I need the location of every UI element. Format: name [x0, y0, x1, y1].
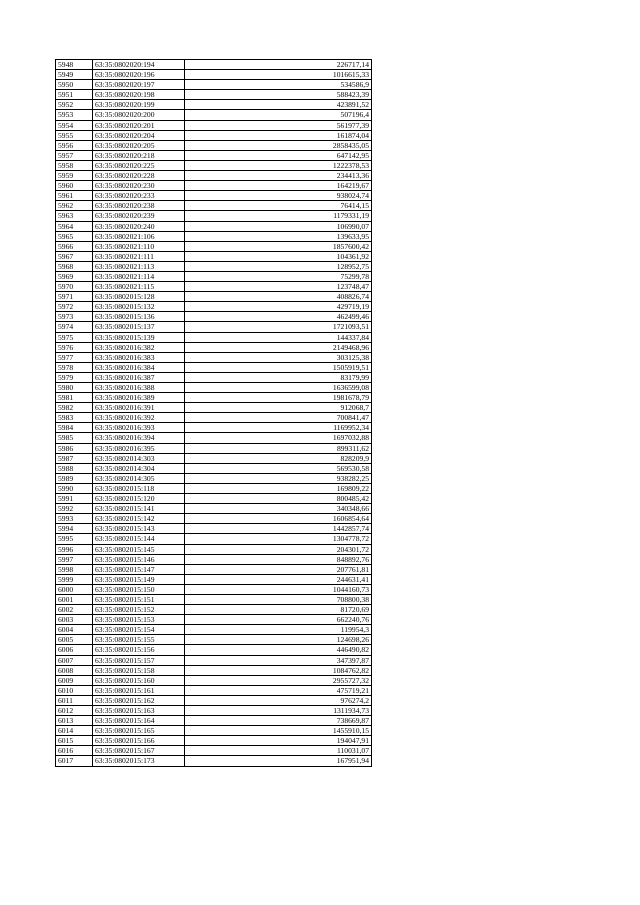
value-cell: 938282,25: [185, 473, 372, 483]
cadastral-number-cell: 63:35:0802020:238: [93, 201, 185, 211]
value-cell: 1721093,51: [185, 322, 372, 332]
cadastral-number-cell: 63:35:0802020:228: [93, 171, 185, 181]
row-number-cell: 5953: [56, 110, 93, 120]
row-number-cell: 5974: [56, 322, 93, 332]
cadastral-number-cell: 63:35:0802015:161: [93, 685, 185, 695]
value-cell: 561977,39: [185, 120, 372, 130]
cadastral-number-cell: 63:35:0802020:198: [93, 90, 185, 100]
value-cell: 106990,07: [185, 221, 372, 231]
value-cell: 662240,76: [185, 615, 372, 625]
table-row: [56, 726, 372, 736]
row-number-cell: 6016: [56, 746, 93, 756]
row-number-cell: 5998: [56, 564, 93, 574]
row-number-cell: 5955: [56, 130, 93, 140]
value-cell: 1857600,42: [185, 241, 372, 251]
value-cell: 244631,41: [185, 574, 372, 584]
table-row: [56, 292, 372, 302]
table-row: [56, 393, 372, 403]
table-row: [56, 716, 372, 726]
cadastral-number-cell: 63:35:0802015:156: [93, 645, 185, 655]
row-number-cell: 6011: [56, 695, 93, 705]
table-row: [56, 504, 372, 514]
row-number-cell: 5996: [56, 544, 93, 554]
table-row: [56, 150, 372, 160]
table-row: [56, 181, 372, 191]
table-row: [56, 271, 372, 281]
table-row: [56, 403, 372, 413]
row-number-cell: 5961: [56, 191, 93, 201]
row-number-cell: 5965: [56, 231, 93, 241]
table-row: [56, 231, 372, 241]
row-number-cell: 5964: [56, 221, 93, 231]
table-row: [56, 302, 372, 312]
value-cell: 1016615,33: [185, 70, 372, 80]
row-number-cell: 5957: [56, 150, 93, 160]
row-number-cell: 5963: [56, 211, 93, 221]
value-cell: 647142,95: [185, 150, 372, 160]
table-row: [56, 605, 372, 615]
table-row: [56, 241, 372, 251]
cadastral-number-cell: 63:35:0802014:303: [93, 453, 185, 463]
cadastral-number-cell: 63:35:0802015:139: [93, 332, 185, 342]
row-number-cell: 5977: [56, 352, 93, 362]
cadastral-number-cell: 63:35:0802015:160: [93, 675, 185, 685]
cadastral-number-cell: 63:35:0802016:383: [93, 352, 185, 362]
table-row: [56, 332, 372, 342]
table-row: [56, 453, 372, 463]
table-row: [56, 100, 372, 110]
table-row: [56, 665, 372, 675]
table-row: [56, 110, 372, 120]
value-cell: 1222378,53: [185, 160, 372, 170]
cadastral-number-cell: 63:35:0802014:305: [93, 473, 185, 483]
row-number-cell: 5992: [56, 504, 93, 514]
cadastral-number-cell: 63:35:0802020:196: [93, 70, 185, 80]
cadastral-number-cell: 63:35:0802020:201: [93, 120, 185, 130]
table-row: [56, 191, 372, 201]
cadastral-number-cell: 63:35:0802016:382: [93, 342, 185, 352]
table-row: [56, 514, 372, 524]
table-row: [56, 483, 372, 493]
value-cell: 124698,26: [185, 635, 372, 645]
table-row: [56, 140, 372, 150]
value-cell: 347397,87: [185, 655, 372, 665]
table-row: [56, 372, 372, 382]
row-number-cell: 6015: [56, 736, 93, 746]
cadastral-number-cell: 63:35:0802020:205: [93, 140, 185, 150]
value-cell: 1697032,88: [185, 433, 372, 443]
row-number-cell: 5962: [56, 201, 93, 211]
row-number-cell: 5972: [56, 302, 93, 312]
cadastral-number-cell: 63:35:0802015:164: [93, 716, 185, 726]
row-number-cell: 5954: [56, 120, 93, 130]
row-number-cell: 5989: [56, 473, 93, 483]
row-number-cell: 5969: [56, 271, 93, 281]
value-cell: 700841,47: [185, 413, 372, 423]
cadastral-value-table: [55, 59, 372, 767]
cadastral-number-cell: 63:35:0802021:106: [93, 231, 185, 241]
value-cell: 81720,69: [185, 605, 372, 615]
value-cell: 1455910,15: [185, 726, 372, 736]
row-number-cell: 5987: [56, 453, 93, 463]
cadastral-number-cell: 63:35:0802015:154: [93, 625, 185, 635]
cadastral-number-cell: 63:35:0802016:388: [93, 383, 185, 393]
row-number-cell: 5956: [56, 140, 93, 150]
table-row: [56, 201, 372, 211]
table-row: [56, 756, 372, 766]
table-row: [56, 413, 372, 423]
value-cell: 938024,74: [185, 191, 372, 201]
table-row: [56, 443, 372, 453]
cadastral-number-cell: 63:35:0802021:110: [93, 241, 185, 251]
value-cell: 446490,82: [185, 645, 372, 655]
cadastral-number-cell: 63:35:0802015:137: [93, 322, 185, 332]
cadastral-number-cell: 63:35:0802020:197: [93, 80, 185, 90]
cadastral-number-cell: 63:35:0802015:141: [93, 504, 185, 514]
value-cell: 408826,74: [185, 292, 372, 302]
row-number-cell: 5949: [56, 70, 93, 80]
cadastral-number-cell: 63:35:0802016:387: [93, 372, 185, 382]
cadastral-number-cell: 63:35:0802014:304: [93, 463, 185, 473]
cadastral-number-cell: 63:35:0802016:389: [93, 393, 185, 403]
value-cell: 462499,46: [185, 312, 372, 322]
value-cell: 1044160,73: [185, 584, 372, 594]
table-row: [56, 362, 372, 372]
value-cell: 1505919,51: [185, 362, 372, 372]
row-number-cell: 5971: [56, 292, 93, 302]
value-cell: 1169952,34: [185, 423, 372, 433]
row-number-cell: 6006: [56, 645, 93, 655]
cadastral-number-cell: 63:35:0802015:153: [93, 615, 185, 625]
row-number-cell: 6012: [56, 706, 93, 716]
value-cell: 167951,94: [185, 756, 372, 766]
row-number-cell: 5951: [56, 90, 93, 100]
cadastral-number-cell: 63:35:0802015:163: [93, 706, 185, 716]
table-row: [56, 423, 372, 433]
table-body: [56, 60, 372, 767]
value-cell: 226717,14: [185, 60, 372, 70]
cadastral-number-cell: 63:35:0802020:199: [93, 100, 185, 110]
cadastral-number-cell: 63:35:0802015:144: [93, 534, 185, 544]
value-cell: 1442857,74: [185, 524, 372, 534]
row-number-cell: 5990: [56, 483, 93, 493]
value-cell: 161874,04: [185, 130, 372, 140]
cadastral-number-cell: 63:35:0802021:111: [93, 251, 185, 261]
row-number-cell: 5966: [56, 241, 93, 251]
cadastral-number-cell: 63:35:0802015:118: [93, 483, 185, 493]
value-cell: 1636599,08: [185, 383, 372, 393]
value-cell: 1304778,72: [185, 534, 372, 544]
value-cell: 76414,15: [185, 201, 372, 211]
table-row: [56, 160, 372, 170]
table-row: [56, 130, 372, 140]
table-row: [56, 746, 372, 756]
value-cell: 429719,19: [185, 302, 372, 312]
table-row: [56, 685, 372, 695]
cadastral-number-cell: 63:35:0802015:143: [93, 524, 185, 534]
row-number-cell: 5973: [56, 312, 93, 322]
row-number-cell: 5993: [56, 514, 93, 524]
value-cell: 204301,72: [185, 544, 372, 554]
row-number-cell: 5967: [56, 251, 93, 261]
table-row: [56, 473, 372, 483]
cadastral-number-cell: 63:35:0802015:151: [93, 594, 185, 604]
row-number-cell: 5978: [56, 362, 93, 372]
value-cell: 1311934,73: [185, 706, 372, 716]
value-cell: 128952,75: [185, 261, 372, 271]
value-cell: 139633,95: [185, 231, 372, 241]
table-row: [56, 494, 372, 504]
cadastral-number-cell: 63:35:0802020:239: [93, 211, 185, 221]
value-cell: 828209,9: [185, 453, 372, 463]
table-row: [56, 211, 372, 221]
table-row: [56, 312, 372, 322]
value-cell: 1179331,19: [185, 211, 372, 221]
cadastral-number-cell: 63:35:0802016:384: [93, 362, 185, 372]
table-row: [56, 544, 372, 554]
table-row: [56, 322, 372, 332]
cadastral-number-cell: 63:35:0802020:194: [93, 60, 185, 70]
cadastral-number-cell: 63:35:0802015:173: [93, 756, 185, 766]
value-cell: 303125,38: [185, 352, 372, 362]
row-number-cell: 5952: [56, 100, 93, 110]
cadastral-number-cell: 63:35:0802015:120: [93, 494, 185, 504]
cadastral-number-cell: 63:35:0802020:233: [93, 191, 185, 201]
row-number-cell: 6017: [56, 756, 93, 766]
cadastral-number-cell: 63:35:0802015:146: [93, 554, 185, 564]
row-number-cell: 5948: [56, 60, 93, 70]
row-number-cell: 5970: [56, 282, 93, 292]
value-cell: 738669,87: [185, 716, 372, 726]
value-cell: 83179,99: [185, 372, 372, 382]
row-number-cell: 5994: [56, 524, 93, 534]
row-number-cell: 5991: [56, 494, 93, 504]
value-cell: 119954,3: [185, 625, 372, 635]
cadastral-number-cell: 63:35:0802021:115: [93, 282, 185, 292]
table-row: [56, 60, 372, 70]
table-row: [56, 655, 372, 665]
row-number-cell: 6007: [56, 655, 93, 665]
row-number-cell: 6001: [56, 594, 93, 604]
table-row: [56, 251, 372, 261]
table-row: [56, 70, 372, 80]
cadastral-number-cell: 63:35:0802015:150: [93, 584, 185, 594]
cadastral-number-cell: 63:35:0802016:394: [93, 433, 185, 443]
table-row: [56, 433, 372, 443]
table-row: [56, 534, 372, 544]
row-number-cell: 5968: [56, 261, 93, 271]
table-row: [56, 342, 372, 352]
row-number-cell: 5985: [56, 433, 93, 443]
row-number-cell: 5982: [56, 403, 93, 413]
cadastral-number-cell: 63:35:0802015:157: [93, 655, 185, 665]
cadastral-number-cell: 63:35:0802015:167: [93, 746, 185, 756]
value-cell: 475719,21: [185, 685, 372, 695]
row-number-cell: 5997: [56, 554, 93, 564]
row-number-cell: 5960: [56, 181, 93, 191]
table-row: [56, 383, 372, 393]
table-row: [56, 261, 372, 271]
cadastral-number-cell: 63:35:0802020:200: [93, 110, 185, 120]
row-number-cell: 6009: [56, 675, 93, 685]
row-number-cell: 6000: [56, 584, 93, 594]
table-row: [56, 615, 372, 625]
row-number-cell: 5986: [56, 443, 93, 453]
cadastral-number-cell: 63:35:0802015:152: [93, 605, 185, 615]
cadastral-number-cell: 63:35:0802020:218: [93, 150, 185, 160]
table-row: [56, 564, 372, 574]
table-row: [56, 706, 372, 716]
row-number-cell: 5976: [56, 342, 93, 352]
row-number-cell: 6005: [56, 635, 93, 645]
table-row: [56, 221, 372, 231]
value-cell: 507196,4: [185, 110, 372, 120]
cadastral-number-cell: 63:35:0802015:128: [93, 292, 185, 302]
row-number-cell: 6004: [56, 625, 93, 635]
value-cell: 123748,47: [185, 282, 372, 292]
cadastral-number-cell: 63:35:0802016:395: [93, 443, 185, 453]
cadastral-number-cell: 63:35:0802015:165: [93, 726, 185, 736]
row-number-cell: 5959: [56, 171, 93, 181]
value-cell: 1084762,82: [185, 665, 372, 675]
table-row: [56, 594, 372, 604]
value-cell: 1981678,79: [185, 393, 372, 403]
value-cell: 2858435,05: [185, 140, 372, 150]
value-cell: 234413,36: [185, 171, 372, 181]
cadastral-number-cell: 63:35:0802015:142: [93, 514, 185, 524]
value-cell: 207761,81: [185, 564, 372, 574]
cadastral-number-cell: 63:35:0802020:240: [93, 221, 185, 231]
table-row: [56, 80, 372, 90]
row-number-cell: 5958: [56, 160, 93, 170]
cadastral-number-cell: 63:35:0802016:391: [93, 403, 185, 413]
cadastral-number-cell: 63:35:0802021:113: [93, 261, 185, 271]
value-cell: 144337,84: [185, 332, 372, 342]
table-row: [56, 736, 372, 746]
cadastral-number-cell: 63:35:0802020:204: [93, 130, 185, 140]
table-row: [56, 645, 372, 655]
value-cell: 800485,42: [185, 494, 372, 504]
cadastral-number-cell: 63:35:0802015:155: [93, 635, 185, 645]
value-cell: 169809,22: [185, 483, 372, 493]
cadastral-number-cell: 63:35:0802016:393: [93, 423, 185, 433]
value-cell: 423891,52: [185, 100, 372, 110]
row-number-cell: 5995: [56, 534, 93, 544]
row-number-cell: 5975: [56, 332, 93, 342]
cadastral-number-cell: 63:35:0802015:158: [93, 665, 185, 675]
table-row: [56, 352, 372, 362]
value-cell: 899311,62: [185, 443, 372, 453]
value-cell: 708800,38: [185, 594, 372, 604]
value-cell: 569530,58: [185, 463, 372, 473]
row-number-cell: 6014: [56, 726, 93, 736]
table-row: [56, 584, 372, 594]
row-number-cell: 6013: [56, 716, 93, 726]
value-cell: 2955727,32: [185, 675, 372, 685]
row-number-cell: 5984: [56, 423, 93, 433]
value-cell: 194047,91: [185, 736, 372, 746]
row-number-cell: 6002: [56, 605, 93, 615]
table-row: [56, 554, 372, 564]
table-row: [56, 90, 372, 100]
cadastral-number-cell: 63:35:0802015:132: [93, 302, 185, 312]
cadastral-number-cell: 63:35:0802016:392: [93, 413, 185, 423]
table-row: [56, 625, 372, 635]
row-number-cell: 5988: [56, 463, 93, 473]
table-row: [56, 282, 372, 292]
value-cell: 340348,66: [185, 504, 372, 514]
cadastral-number-cell: 63:35:0802021:114: [93, 271, 185, 281]
value-cell: 534586,9: [185, 80, 372, 90]
cadastral-number-cell: 63:35:0802020:225: [93, 160, 185, 170]
row-number-cell: 5999: [56, 574, 93, 584]
value-cell: 104361,92: [185, 251, 372, 261]
value-cell: 2149468,96: [185, 342, 372, 352]
row-number-cell: 5983: [56, 413, 93, 423]
table-row: [56, 524, 372, 534]
cadastral-number-cell: 63:35:0802015:136: [93, 312, 185, 322]
table-row: [56, 574, 372, 584]
row-number-cell: 6010: [56, 685, 93, 695]
cadastral-number-cell: 63:35:0802015:147: [93, 564, 185, 574]
row-number-cell: 6008: [56, 665, 93, 675]
row-number-cell: 5979: [56, 372, 93, 382]
value-cell: 588423,39: [185, 90, 372, 100]
table-row: [56, 695, 372, 705]
value-cell: 1606854,64: [185, 514, 372, 524]
cadastral-number-cell: 63:35:0802020:230: [93, 181, 185, 191]
value-cell: 848892,76: [185, 554, 372, 564]
table-row: [56, 463, 372, 473]
table-row: [56, 171, 372, 181]
table-row: [56, 635, 372, 645]
value-cell: 912068,7: [185, 403, 372, 413]
value-cell: 976274,2: [185, 695, 372, 705]
cadastral-number-cell: 63:35:0802015:145: [93, 544, 185, 554]
row-number-cell: 6003: [56, 615, 93, 625]
value-cell: 75299,78: [185, 271, 372, 281]
row-number-cell: 5981: [56, 393, 93, 403]
cadastral-number-cell: 63:35:0802015:162: [93, 695, 185, 705]
cadastral-number-cell: 63:35:0802015:166: [93, 736, 185, 746]
value-cell: 164219,67: [185, 181, 372, 191]
row-number-cell: 5980: [56, 383, 93, 393]
value-cell: 110031,07: [185, 746, 372, 756]
row-number-cell: 5950: [56, 80, 93, 90]
table-row: [56, 120, 372, 130]
table-row: [56, 675, 372, 685]
cadastral-number-cell: 63:35:0802015:149: [93, 574, 185, 584]
